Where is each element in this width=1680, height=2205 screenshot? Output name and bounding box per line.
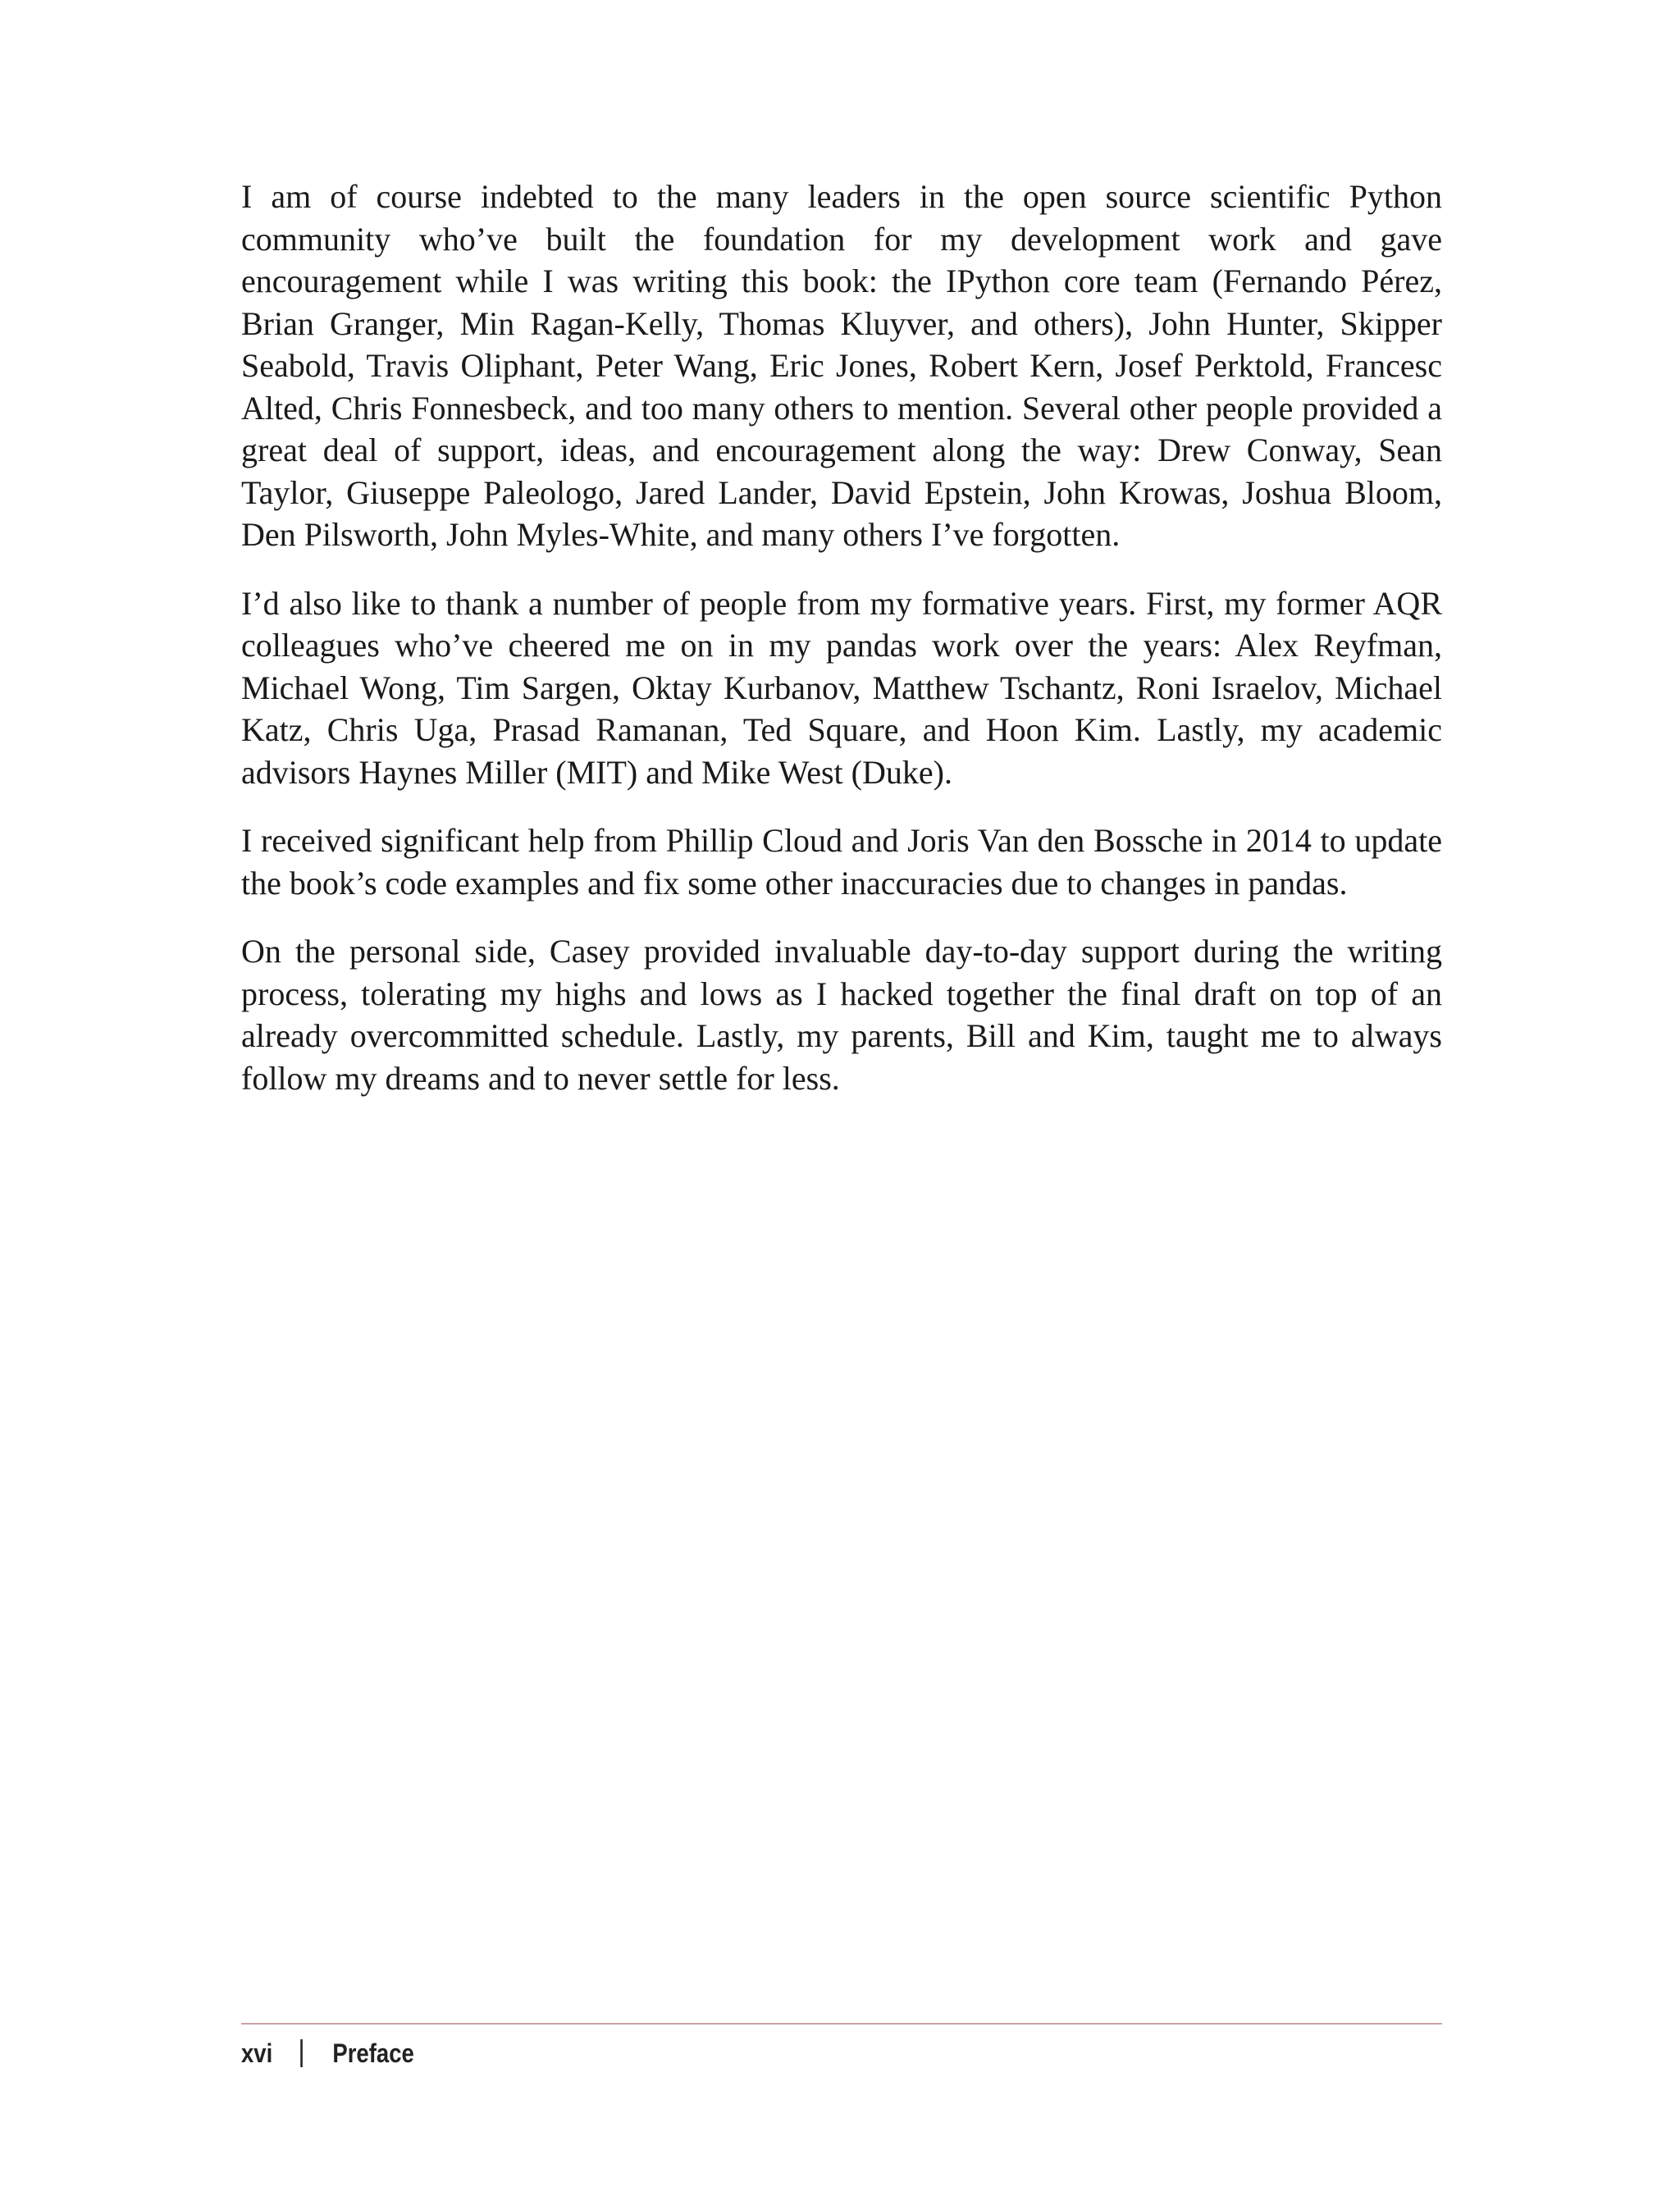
footer-separator (301, 2039, 304, 2067)
paragraph-acknowledgements-personal: On the personal side, Casey provided invaluable day-to-day support during the writing process, tolerating my highs and lows as I hacked together the final draft on top of an already overcommitted schedule. Lastly, my parents, Bill and Kim, taught me to always follow my dreams and to never settle for less. (241, 933, 1442, 1097)
paragraph-acknowledgements-community: I am of course indebted to the many leaders in the open source scientific Python community who’ve built the foundation for my development work and gave encouragement while I was writing this book: the IPython core team (Fernando Pérez, Brian Granger, Min Ragan-Kelly, Thomas Kluyver, and others), John Hunter, Skipper Seabold, Travis Oliphant, Peter Wang, Eric Jones, Robert Kern, Josef Perktold, Francesc Alted, Chris Fonnesbeck, and too many others to mention. Several other people provided a great deal of support, ideas, and encouragement along the way: Drew Conway, Sean Taylor, Giuseppe Paleologo, Jared Lander, David Epstein, John Krowas, Joshua Bloom, Den Pilsworth, John Myles-White, and many others I’ve forgotten. (241, 178, 1442, 553)
page-number: xvi (241, 2038, 273, 2068)
footer-rule (241, 2023, 1442, 2025)
paragraph-acknowledgements-help: I received significant help from Phillip Cloud and Joris Van den Bossche in 2014 to update the book’s code examples and fix some other inaccuracies due to changes in pandas. (241, 822, 1442, 902)
paragraph-acknowledgements-formative: I’d also like to thank a number of people from my formative years. First, my former AQR colleagues who’ve cheered me on in my pandas work over the years: Alex Reyfman, Michael Wong, Tim Sargen, Oktay Kurbanov, Matthew Tschantz, Roni Israelov, Michael Katz, Chris Uga, Prasad Ramanan, Ted Square, and Hoon Kim. Lastly, my academic advisors Haynes Miller (MIT) and Mike West (Duke). (241, 584, 1442, 791)
body-text (241, 176, 1442, 1125)
page-footer (241, 2033, 414, 2074)
section-title: Preface (332, 2038, 414, 2068)
